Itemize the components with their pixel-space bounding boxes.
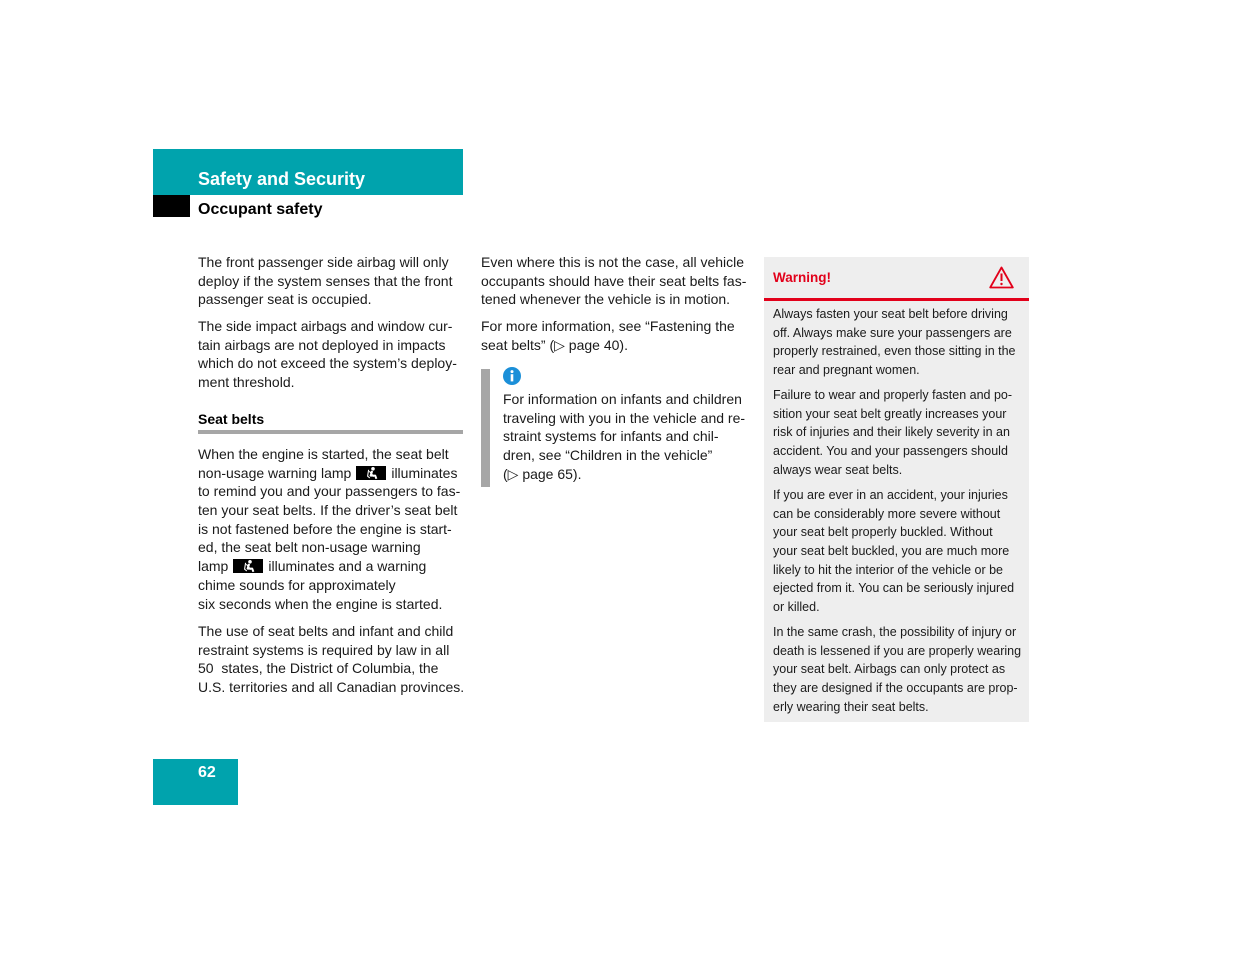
figure-head — [249, 560, 253, 564]
text-line — [198, 557, 460, 576]
text-line: Failure to wear and properly fasten and po- — [773, 388, 1013, 402]
side-airbag-paragraph — [198, 317, 457, 392]
text-line: Even where this is not the case, all vehicle — [481, 254, 745, 270]
page-number: 62 — [198, 764, 216, 781]
exclamation-dot — [1000, 283, 1002, 285]
text-line: is not fastened before the engine is start- — [198, 520, 452, 537]
text-line: traveling with you in the vehicle and re- — [503, 409, 746, 426]
text-line: or killed. — [773, 600, 820, 615]
warning-title: Warning! — [773, 270, 831, 285]
info-note-text — [503, 390, 745, 483]
subsection-marker — [153, 195, 190, 217]
subsection-title: Occupant safety — [198, 201, 323, 218]
text-line: restraint systems is required by law in all — [198, 641, 450, 658]
text-line: For more information, see “Fastening the — [481, 318, 735, 334]
info-icon-dot — [511, 370, 514, 373]
text-line: seat belts” (▷ page 40). — [481, 336, 628, 353]
seatbelt-figure — [356, 466, 386, 480]
text-line: properly restrained, even those sitting in the — [773, 344, 1016, 359]
info-icon — [503, 367, 521, 385]
warning-triangle-icon — [989, 266, 1014, 289]
figure-head — [372, 467, 376, 471]
text-segment: illuminates and a warning — [268, 558, 427, 575]
text-line: straint systems for infants and chil- — [503, 428, 719, 445]
text-line: six seconds when the engine is started. — [198, 595, 443, 612]
text-line: ed, the seat belt non-usage warning — [198, 539, 421, 556]
text-line: your seat belt properly buckled. Without — [773, 525, 993, 540]
text-line: erly wearing their seat belts. — [773, 699, 929, 714]
warning-paragraph-accident — [773, 486, 1014, 617]
page-number-box — [153, 759, 238, 805]
text-line: For information on infants and children — [503, 391, 742, 407]
warning-triangle-graphic — [989, 266, 1014, 289]
text-segment: lamp — [198, 558, 229, 575]
text-line: (▷ page 65). — [503, 465, 582, 482]
text-line: Always fasten your seat belt before driving — [773, 307, 1008, 321]
more-information-paragraph — [481, 317, 735, 354]
text-line: When the engine is started, the seat belt — [198, 446, 449, 462]
warning-rule — [764, 298, 1029, 301]
text-line: The use of seat belts and infant and child — [198, 623, 454, 639]
seat-belt-warning-lamp-paragraph — [198, 445, 460, 613]
info-icon-graphic — [503, 367, 521, 385]
text-line: tened whenever the vehicle is in motion. — [481, 291, 731, 308]
text-line: accident. You and your passengers should — [773, 444, 1008, 459]
text-line: can be considerably more severe without — [773, 506, 1001, 521]
text-segment: illuminates — [391, 464, 458, 481]
text-line: 50 states, the District of Columbia, the — [198, 660, 439, 677]
figure-seat — [368, 469, 370, 477]
text-line: U.S. territories and all Canadian provinces. — [198, 679, 465, 696]
text-line: always wear seat belts. — [773, 462, 903, 477]
text-line: ment threshold. — [198, 374, 295, 391]
text-line: your seat belt. Airbags can only protect as — [773, 662, 1006, 677]
text-line: In the same crash, the possibility of injury or — [773, 625, 1017, 639]
text-line: likely to hit the interior of the vehicle or be — [773, 562, 1003, 577]
seatbelt-warning-lamp-icon — [356, 466, 386, 480]
text-line: occupants should have their seat belts fas- — [481, 272, 747, 289]
seatbelt-warning-lamp-icon — [233, 559, 263, 573]
text-line: The front passenger side airbag will only — [198, 254, 449, 270]
text-line: they are designed if the occupants are prop- — [773, 681, 1018, 696]
text-line: ten your seat belts. If the driver’s seat belt — [198, 502, 458, 519]
text-line: ejected from it. You can be seriously injured — [773, 581, 1015, 596]
airbag-occupancy-paragraph — [198, 253, 452, 309]
seat-belts-heading: Seat belts — [198, 411, 265, 427]
text-line: dren, see “Children in the vehicle” — [503, 447, 713, 464]
figure-body — [248, 564, 254, 572]
info-note-bar — [481, 369, 490, 487]
warning-paragraph-failure — [773, 386, 1012, 479]
seatbelt-figure — [233, 559, 263, 573]
text-line: passenger seat is occupied. — [198, 291, 372, 308]
text-line: to remind you and your passengers to fas- — [198, 483, 461, 500]
text-line: death is lessened if you are properly wearing — [773, 643, 1022, 658]
text-segment: non-usage warning lamp — [198, 464, 352, 481]
text-line: sition your seat belt greatly increases your — [773, 406, 1007, 421]
heading-rule — [198, 430, 463, 434]
figure-seat — [245, 563, 247, 571]
text-line: your seat belt buckled, you are much more — [773, 544, 1010, 559]
text-line: which do not exceed the system’s deploy- — [198, 355, 457, 372]
section-title: Safety and Security — [198, 169, 366, 189]
text-line — [198, 464, 460, 483]
text-line: If you are ever in an accident, your injuries — [773, 488, 1008, 502]
text-line: The side impact airbags and window cur- — [198, 318, 453, 334]
info-icon-stem — [511, 374, 514, 381]
text-line: off. Always make sure your passengers are — [773, 325, 1012, 340]
text-line: chime sounds for approximately — [198, 576, 396, 593]
all-occupants-paragraph — [481, 253, 746, 309]
warning-paragraph-fasten — [773, 305, 1016, 380]
text-line: risk of injuries and their likely severity in an — [773, 425, 1010, 440]
figure-body — [371, 471, 377, 479]
seat-belt-law-paragraph — [198, 622, 464, 697]
text-line: rear and pregnant women. — [773, 363, 920, 378]
text-line: tain airbags are not deployed in impacts — [198, 336, 446, 353]
text-line: deploy if the system senses that the front — [198, 272, 453, 289]
warning-paragraph-crash — [773, 623, 1021, 716]
